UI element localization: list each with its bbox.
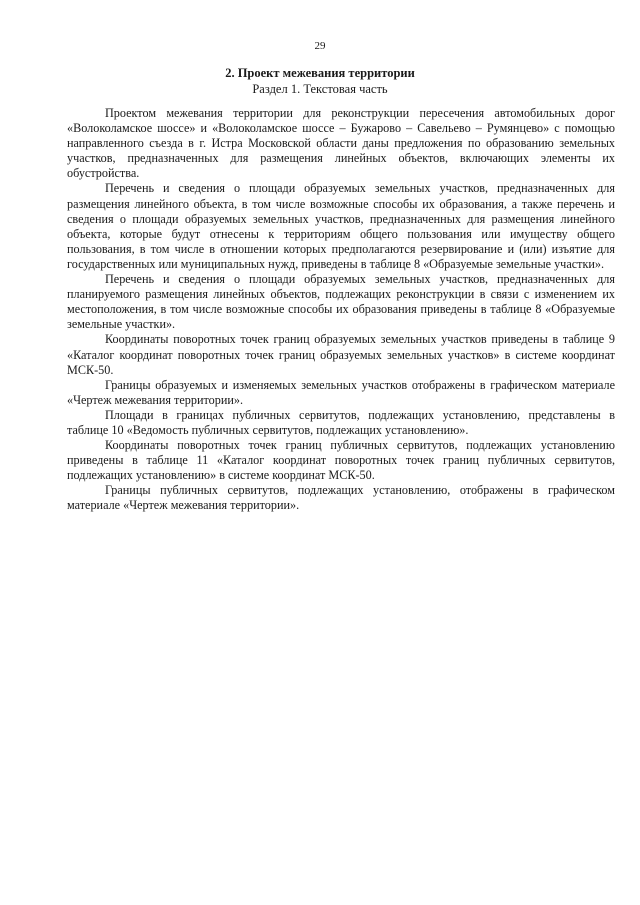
body-text	[67, 106, 615, 514]
paragraph-plot-boundaries: Границы образуемых и изменяемых земельных участков отображены в графическом материале «Чертеж межевания территории».	[67, 377, 615, 407]
paragraph-servitude-coordinates: Координаты поворотных точек границ публичных сервитутов, подлежащих установлению приведены в таблице 11 «Каталог координат поворотных точек границ публичных сервитутов, подлежащих установлению» в системе координат МСК-50.	[67, 438, 615, 483]
paragraph-servitude-boundaries: Границы публичных сервитутов, подлежащих установлению, отображены в графическом материале «Чертеж межевания территории».	[67, 483, 615, 513]
page-number: 29	[314, 40, 326, 52]
paragraph-servitude-areas: Площади в границах публичных сервитутов, подлежащих установлению, представлены в таблице 10 «Ведомость публичных сервитутов, подлежащих установлению».	[67, 407, 615, 437]
paragraph-intro: Проектом межевания территории для реконструкции пересечения автомобильных дорог «Волоколамское шоссе» и «Волоколамское шоссе – Бужарово – Савельево – Румянцево» с помощью направленного съезда в г. Истра Московской области даны предложения по образованию земельных участков, предназначенных для размещения линейных объектов, включающих элементы их обустройства.	[67, 106, 615, 181]
paragraph-plot-coordinates: Координаты поворотных точек границ образуемых земельных участков приведены в таблице 9 «Каталог координат поворотных точек границ образуемых земельных участков» в системе координат МСК-50.	[67, 332, 615, 377]
section-heading: 2. Проект межевания территории	[225, 66, 415, 80]
section-subheading: Раздел 1. Текстовая часть	[252, 82, 388, 96]
paragraph-reconstruction-plots: Перечень и сведения о площади образуемых земельных участков, предназначенных для планируемого размещения линейных объектов, подлежащих реконструкции в связи с изменением их местоположения, в том числе возможные способы их образования приведены в таблице 8 «Образуемые земельные участки».	[67, 272, 615, 332]
paragraph-land-plots-list: Перечень и сведения о площади образуемых земельных участков, предназначенных для размещения линейного объекта, в том числе возможные способы их образования, а также перечень и сведения о площади образуемых земельных участков, предназначенных для размещения линейного объекта, которые будут отнесены к территориям общего пользования или имуществу общего пользования, в том числе в отношении которых предполагаются резервирование и (или) изъятие для государственных или муниципальных нужд, приведены в таблице 8 «Образуемые земельные участки».	[67, 181, 615, 271]
